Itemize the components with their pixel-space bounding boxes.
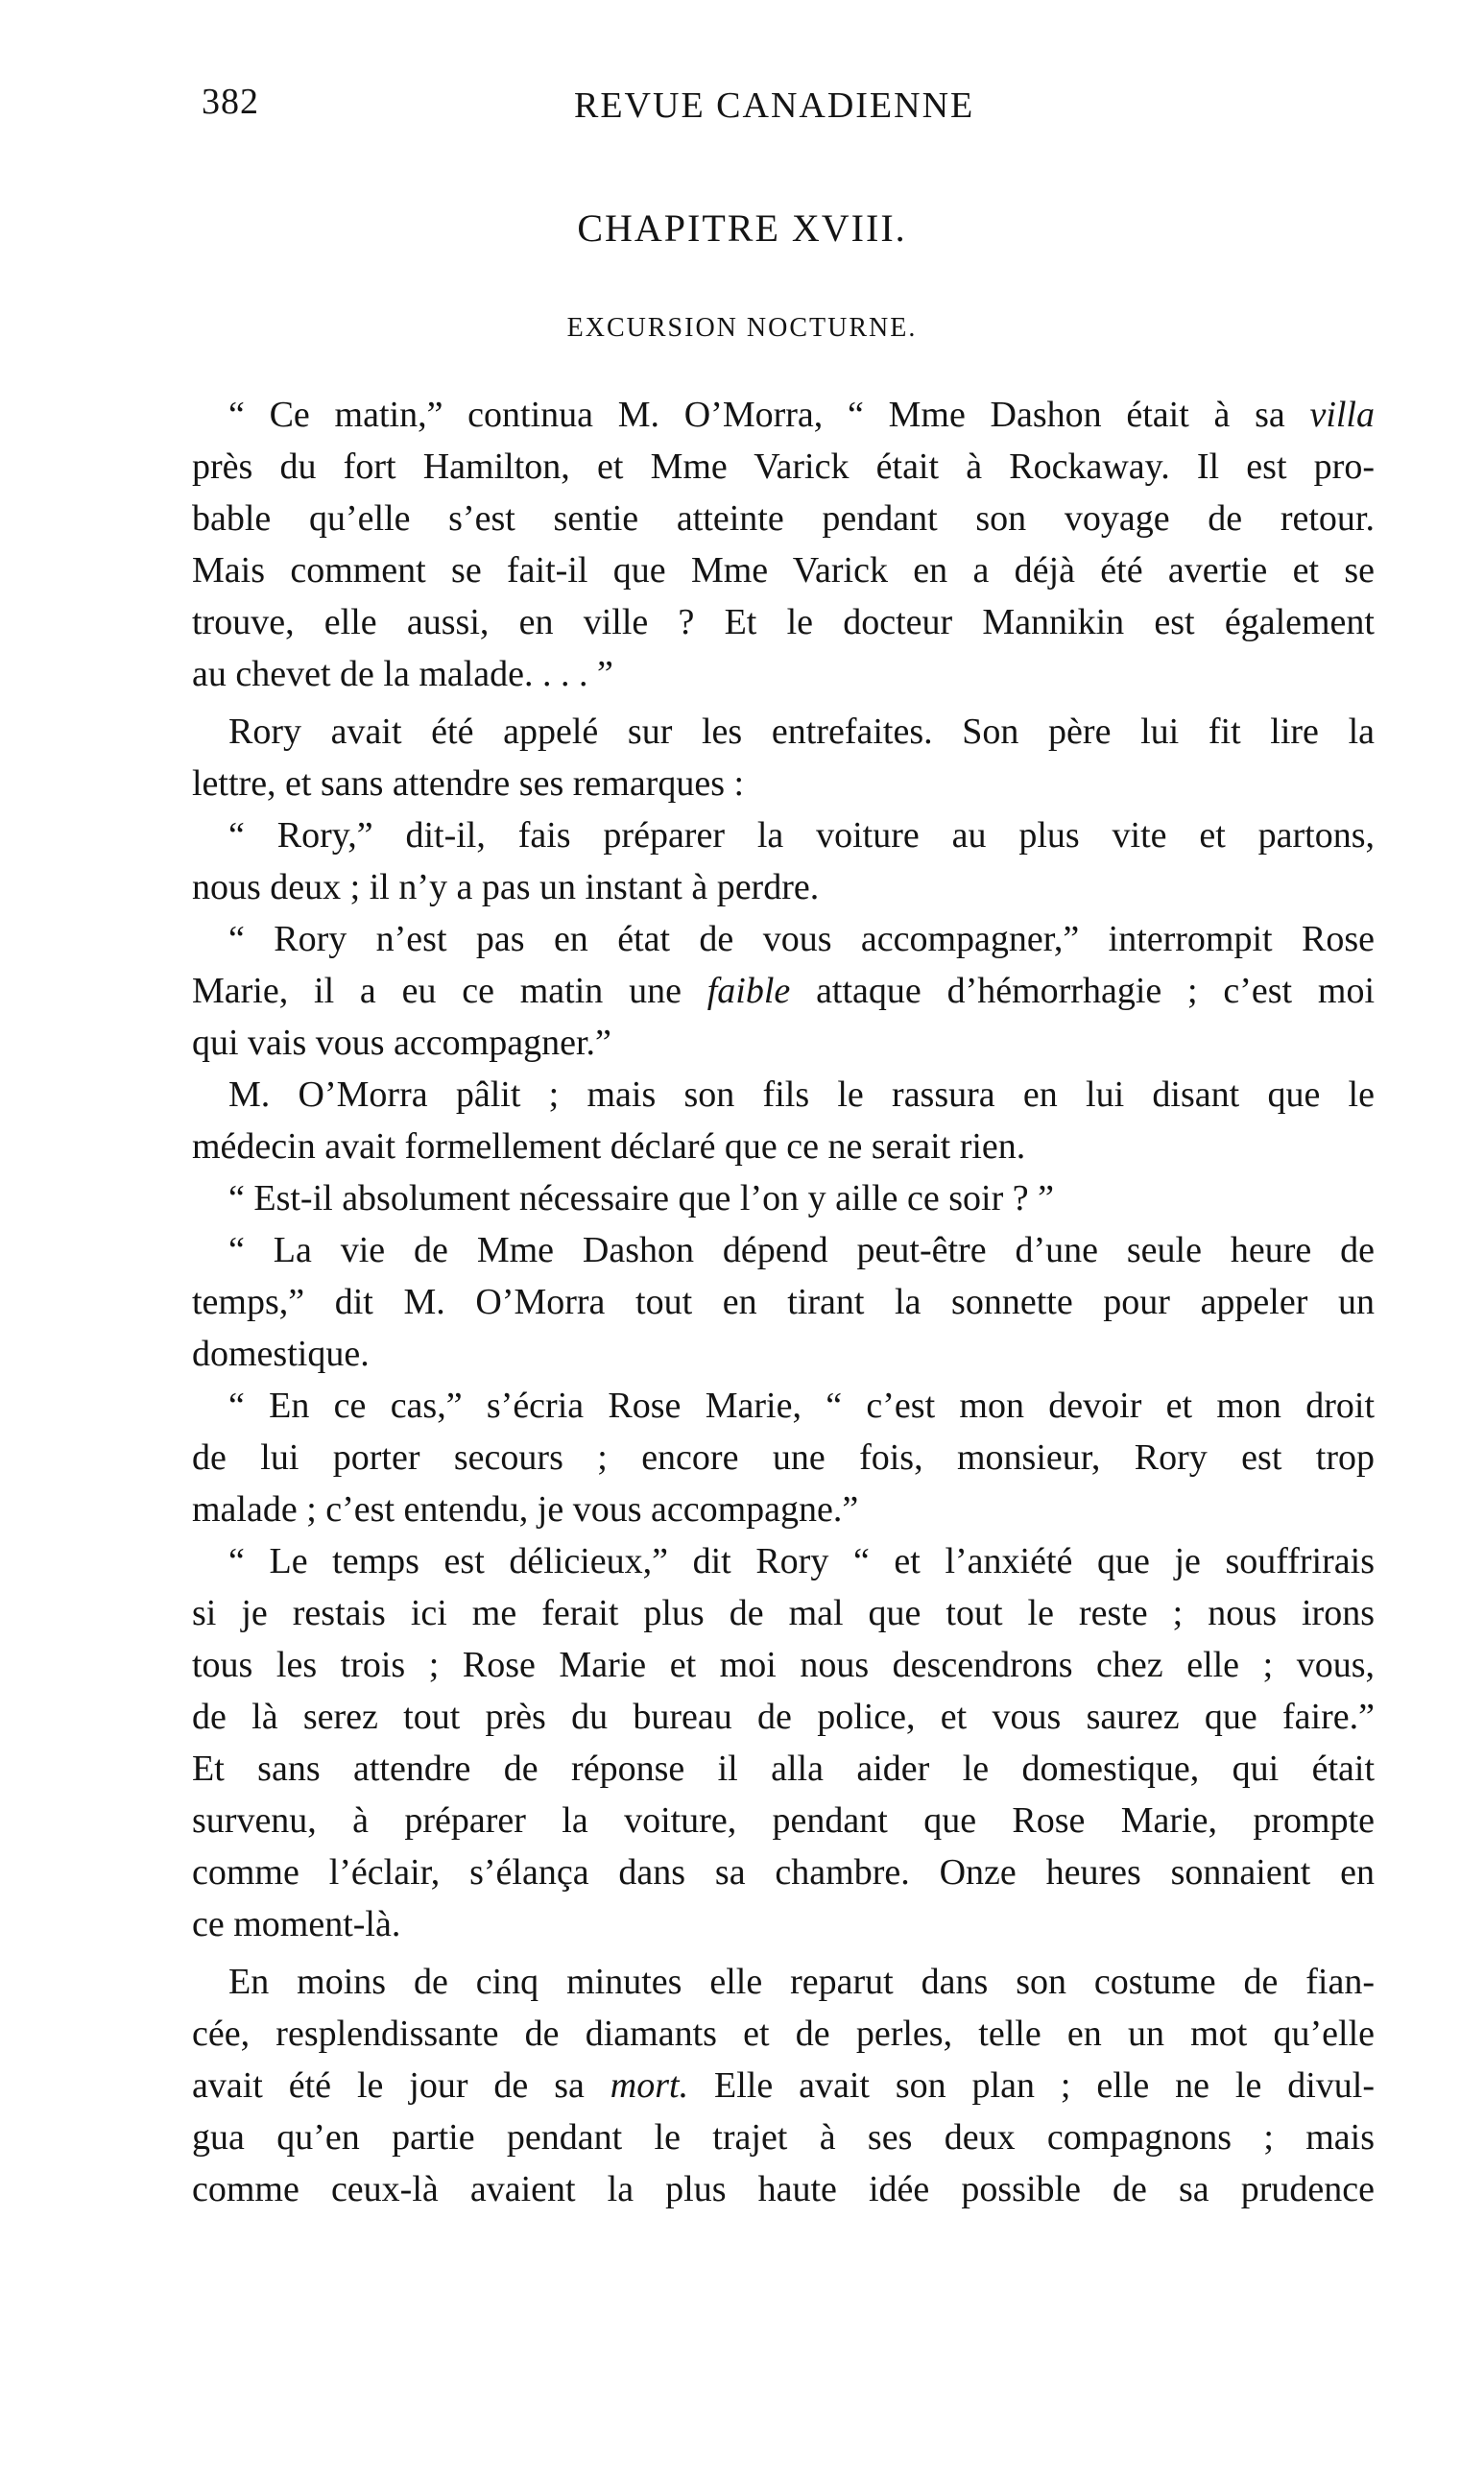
chapter-subtitle: EXCURSION NOCTURNE. [566,313,918,343]
text-line [192,1898,1375,1950]
text-segment: lettre, et sans attendre ses remarques : [192,763,745,804]
text-segment: M. O’Morra pâlit ; mais son fils le rassura en lui disant que le [228,1074,1375,1115]
text-line [192,441,1375,493]
text-line [192,809,1375,861]
text-segment: Et sans attendre de réponse il alla aider le domestique, qui était [192,1749,1375,1789]
text-segment: bable qu’elle s’est sentie atteinte pendant son voyage de retour. [192,498,1375,539]
text-line [192,913,1375,965]
text-segment: “ Le temps est délicieux,” dit Rory “ et l’anxiété que je souffrirais [228,1541,1375,1581]
text-line [192,1956,1375,2008]
text-segment: tous les trois ; Rose Marie et moi nous descendrons chez elle ; vous, [192,1645,1375,1685]
text-segment: temps,” dit M. O’Morra tout en tirant la sonnette pour appeler un [192,1282,1375,1322]
text-segment: près du fort Hamilton, et Mme Varick était à Rockaway. Il est pro- [192,446,1375,487]
text-line [192,1224,1375,1276]
text-line [192,1795,1375,1846]
italic-text-segment: villa [1309,395,1375,435]
text-segment: au chevet de la malade. . . . ” [192,654,613,694]
text-line [192,1380,1375,1432]
text-segment: Mais comment se fait-il que Mme Varick en a déjà été avertie et se [192,550,1375,591]
text-segment: malade ; c’est entendu, je vous accompagne.” [192,1489,859,1530]
text-line [192,1846,1375,1898]
text-segment: “ Est-il absolument nécessaire que l’on y aille ce soir ? ” [228,1178,1054,1218]
text-line [192,1484,1375,1535]
text-line [192,2060,1375,2111]
chapter-title: CHAPITRE XVIII. [577,206,907,250]
text-line [192,1743,1375,1795]
text-line [192,1691,1375,1743]
text-line [192,389,1375,441]
text-segment: de là serez tout près du bureau de police, et vous saurez que faire.” [192,1697,1375,1737]
italic-text-segment: mort. [610,2065,689,2106]
body-text [192,389,1375,2215]
text-segment: cée, resplendissante de diamants et de perles, telle en un mot qu’elle [192,2014,1375,2054]
text-line [192,596,1375,648]
text-segment: “ Ce matin,” continua M. O’Morra, “ Mme Dashon était à sa [228,395,1310,435]
text-segment: “ Rory,” dit-il, fais préparer la voiture au plus vite et partons, [228,815,1375,856]
text-line [192,1587,1375,1639]
text-segment: nous deux ; il n’y a pas un instant à perdre. [192,867,820,907]
text-segment: médecin avait formellement déclaré que ce ne serait rien. [192,1126,1026,1167]
text-line [192,1535,1375,1587]
text-line [192,2111,1375,2163]
text-segment: gua qu’en partie pendant le trajet à ses deux compagnons ; mais [192,2117,1375,2158]
text-segment: attaque d’hémorrhagie ; c’est moi [790,971,1376,1011]
text-line [192,706,1375,758]
text-segment: comme ceux-là avaient la plus haute idée possible de sa prudence [192,2169,1375,2209]
text-segment: de lui porter secours ; encore une fois, monsieur, Rory est trop [192,1437,1375,1478]
text-segment: ce moment-là. [192,1904,401,1944]
text-line [192,1639,1375,1691]
text-line [192,493,1375,544]
text-line [192,2163,1375,2215]
text-line [192,648,1375,700]
text-segment: Marie, il a eu ce matin une [192,971,707,1011]
text-segment: Rory avait été appelé sur les entrefaites. Son père lui fit lire la [228,712,1375,752]
text-segment: En moins de cinq minutes elle reparut dans son costume de fian- [228,1962,1375,2002]
text-segment: avait été le jour de sa [192,2065,610,2106]
text-segment: comme l’éclair, s’élança dans sa chambre. Onze heures sonnaient en [192,1852,1375,1893]
text-segment: Elle avait son plan ; elle ne le divul- [688,2065,1376,2106]
text-line [192,2008,1375,2060]
page-number: 382 [202,82,259,122]
text-segment: “ Rory n’est pas en état de vous accompagner,” interrompit Rose [228,919,1375,959]
running-head [202,81,1373,138]
text-line [192,758,1375,809]
text-line [192,965,1375,1017]
text-segment: si je restais ici me ferait plus de mal que tout le reste ; nous irons [192,1593,1375,1633]
italic-text-segment: faible [706,971,791,1011]
text-line [192,1432,1375,1484]
text-segment: qui vais vous accompagner.” [192,1023,611,1063]
text-segment: survenu, à préparer la voiture, pendant que Rose Marie, prompte [192,1800,1375,1841]
text-line [192,1121,1375,1172]
text-line [192,861,1375,913]
text-line [192,1172,1375,1224]
text-line [192,1017,1375,1069]
text-line [192,544,1375,596]
text-line [192,1276,1375,1328]
text-line [192,1069,1375,1121]
text-segment: “ En ce cas,” s’écria Rose Marie, “ c’est mon devoir et mon droit [228,1386,1375,1426]
text-line [192,1328,1375,1380]
journal-title: REVUE CANADIENNE [574,85,975,126]
text-segment: domestique. [192,1334,370,1374]
text-segment: “ La vie de Mme Dashon dépend peut-être d’une seule heure de [228,1230,1375,1270]
text-segment: trouve, elle aussi, en ville ? Et le docteur Mannikin est également [192,602,1375,642]
